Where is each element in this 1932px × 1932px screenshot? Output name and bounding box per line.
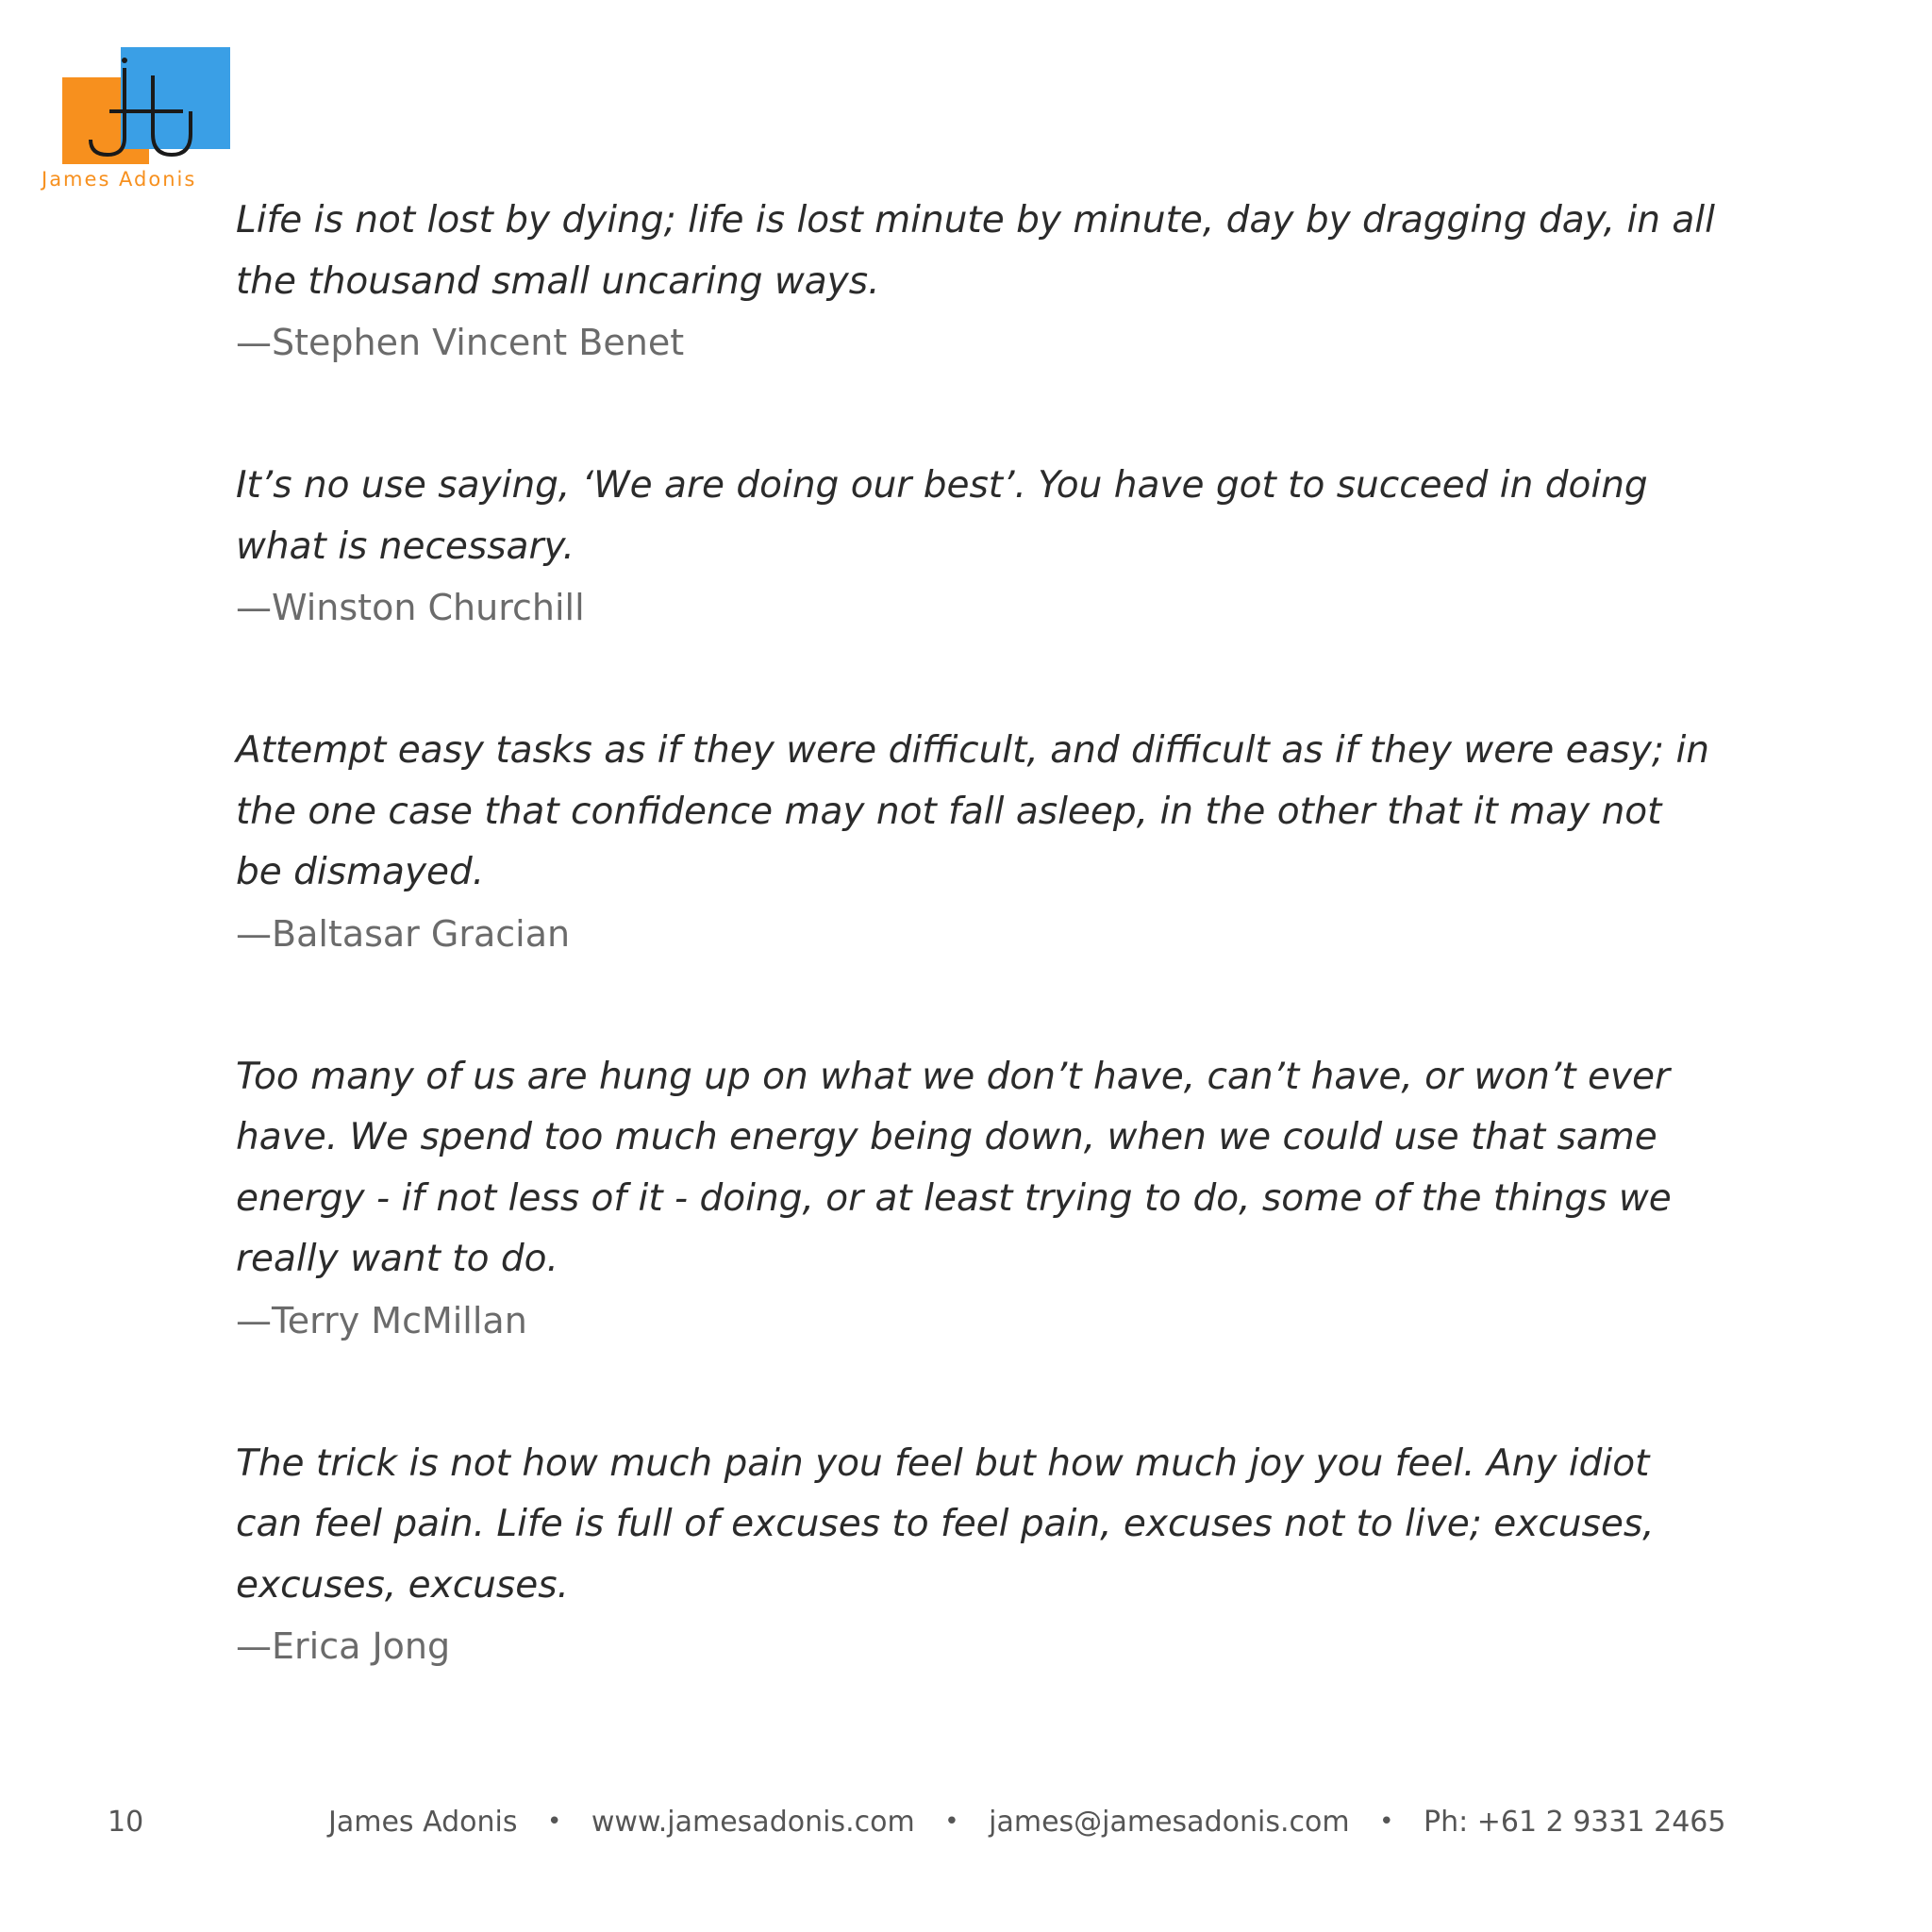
quote-block [236,721,1717,960]
quote-author: —Stephen Vincent Benet [236,322,685,363]
footer-contact [328,1806,1725,1839]
quote-text: Life is not lost by dying; life is lost minute by minute, day by dragging day, in all the thousand small uncaring ways. [236,199,1715,303]
quote-author: —Terry McMillan [236,1299,527,1341]
footer-separator: • [547,1807,562,1836]
quote-block [236,1047,1717,1347]
logo-text: James Adonis [42,168,197,191]
footer-separator: • [944,1807,959,1836]
footer-separator: • [1379,1807,1394,1836]
quote-author: —Erica Jong [236,1625,451,1667]
footer-website-link[interactable]: www.jamesadonis.com [591,1806,915,1839]
page-number: 10 [108,1806,144,1839]
quote-text: Attempt easy tasks as if they were difficult, and difficult as if they were easy; in the one case that confidence may not fall asleep, in the other that it may not be dismayed. [236,729,1709,893]
quote-author: —Baltasar Gracian [236,912,571,955]
quote-author: —Winston Churchill [236,587,585,628]
footer-name: James Adonis [328,1806,518,1839]
footer-email-link[interactable]: james@jamesadonis.com [989,1806,1350,1839]
footer-phone: Ph: +61 2 9331 2465 [1424,1806,1726,1839]
quote-text: The trick is not how much pain you feel but how much joy you feel. Any idiot can feel pain. Life is full of excuses to feel pain, excuses not to live; excuses, excuses, excuses. [236,1441,1655,1607]
quote-block [236,191,1717,369]
quotes-list [236,191,1717,1673]
page-footer [0,1806,1932,1853]
quote-text: It’s no use saying, ‘We are doing our best’. You have got to succeed in doing what is necessary. [236,464,1648,568]
logo [42,47,217,193]
quote-text: Too many of us are hung up on what we don’t have, can’t have, or won’t ever have. We spend too much energy being down, when we could use that same energy - if not less of it - doing, or at least trying to do, some of the things we really want to do. [236,1055,1672,1280]
quote-block [236,1434,1717,1674]
ja-monogram-icon [62,57,230,164]
quote-block [236,456,1717,634]
